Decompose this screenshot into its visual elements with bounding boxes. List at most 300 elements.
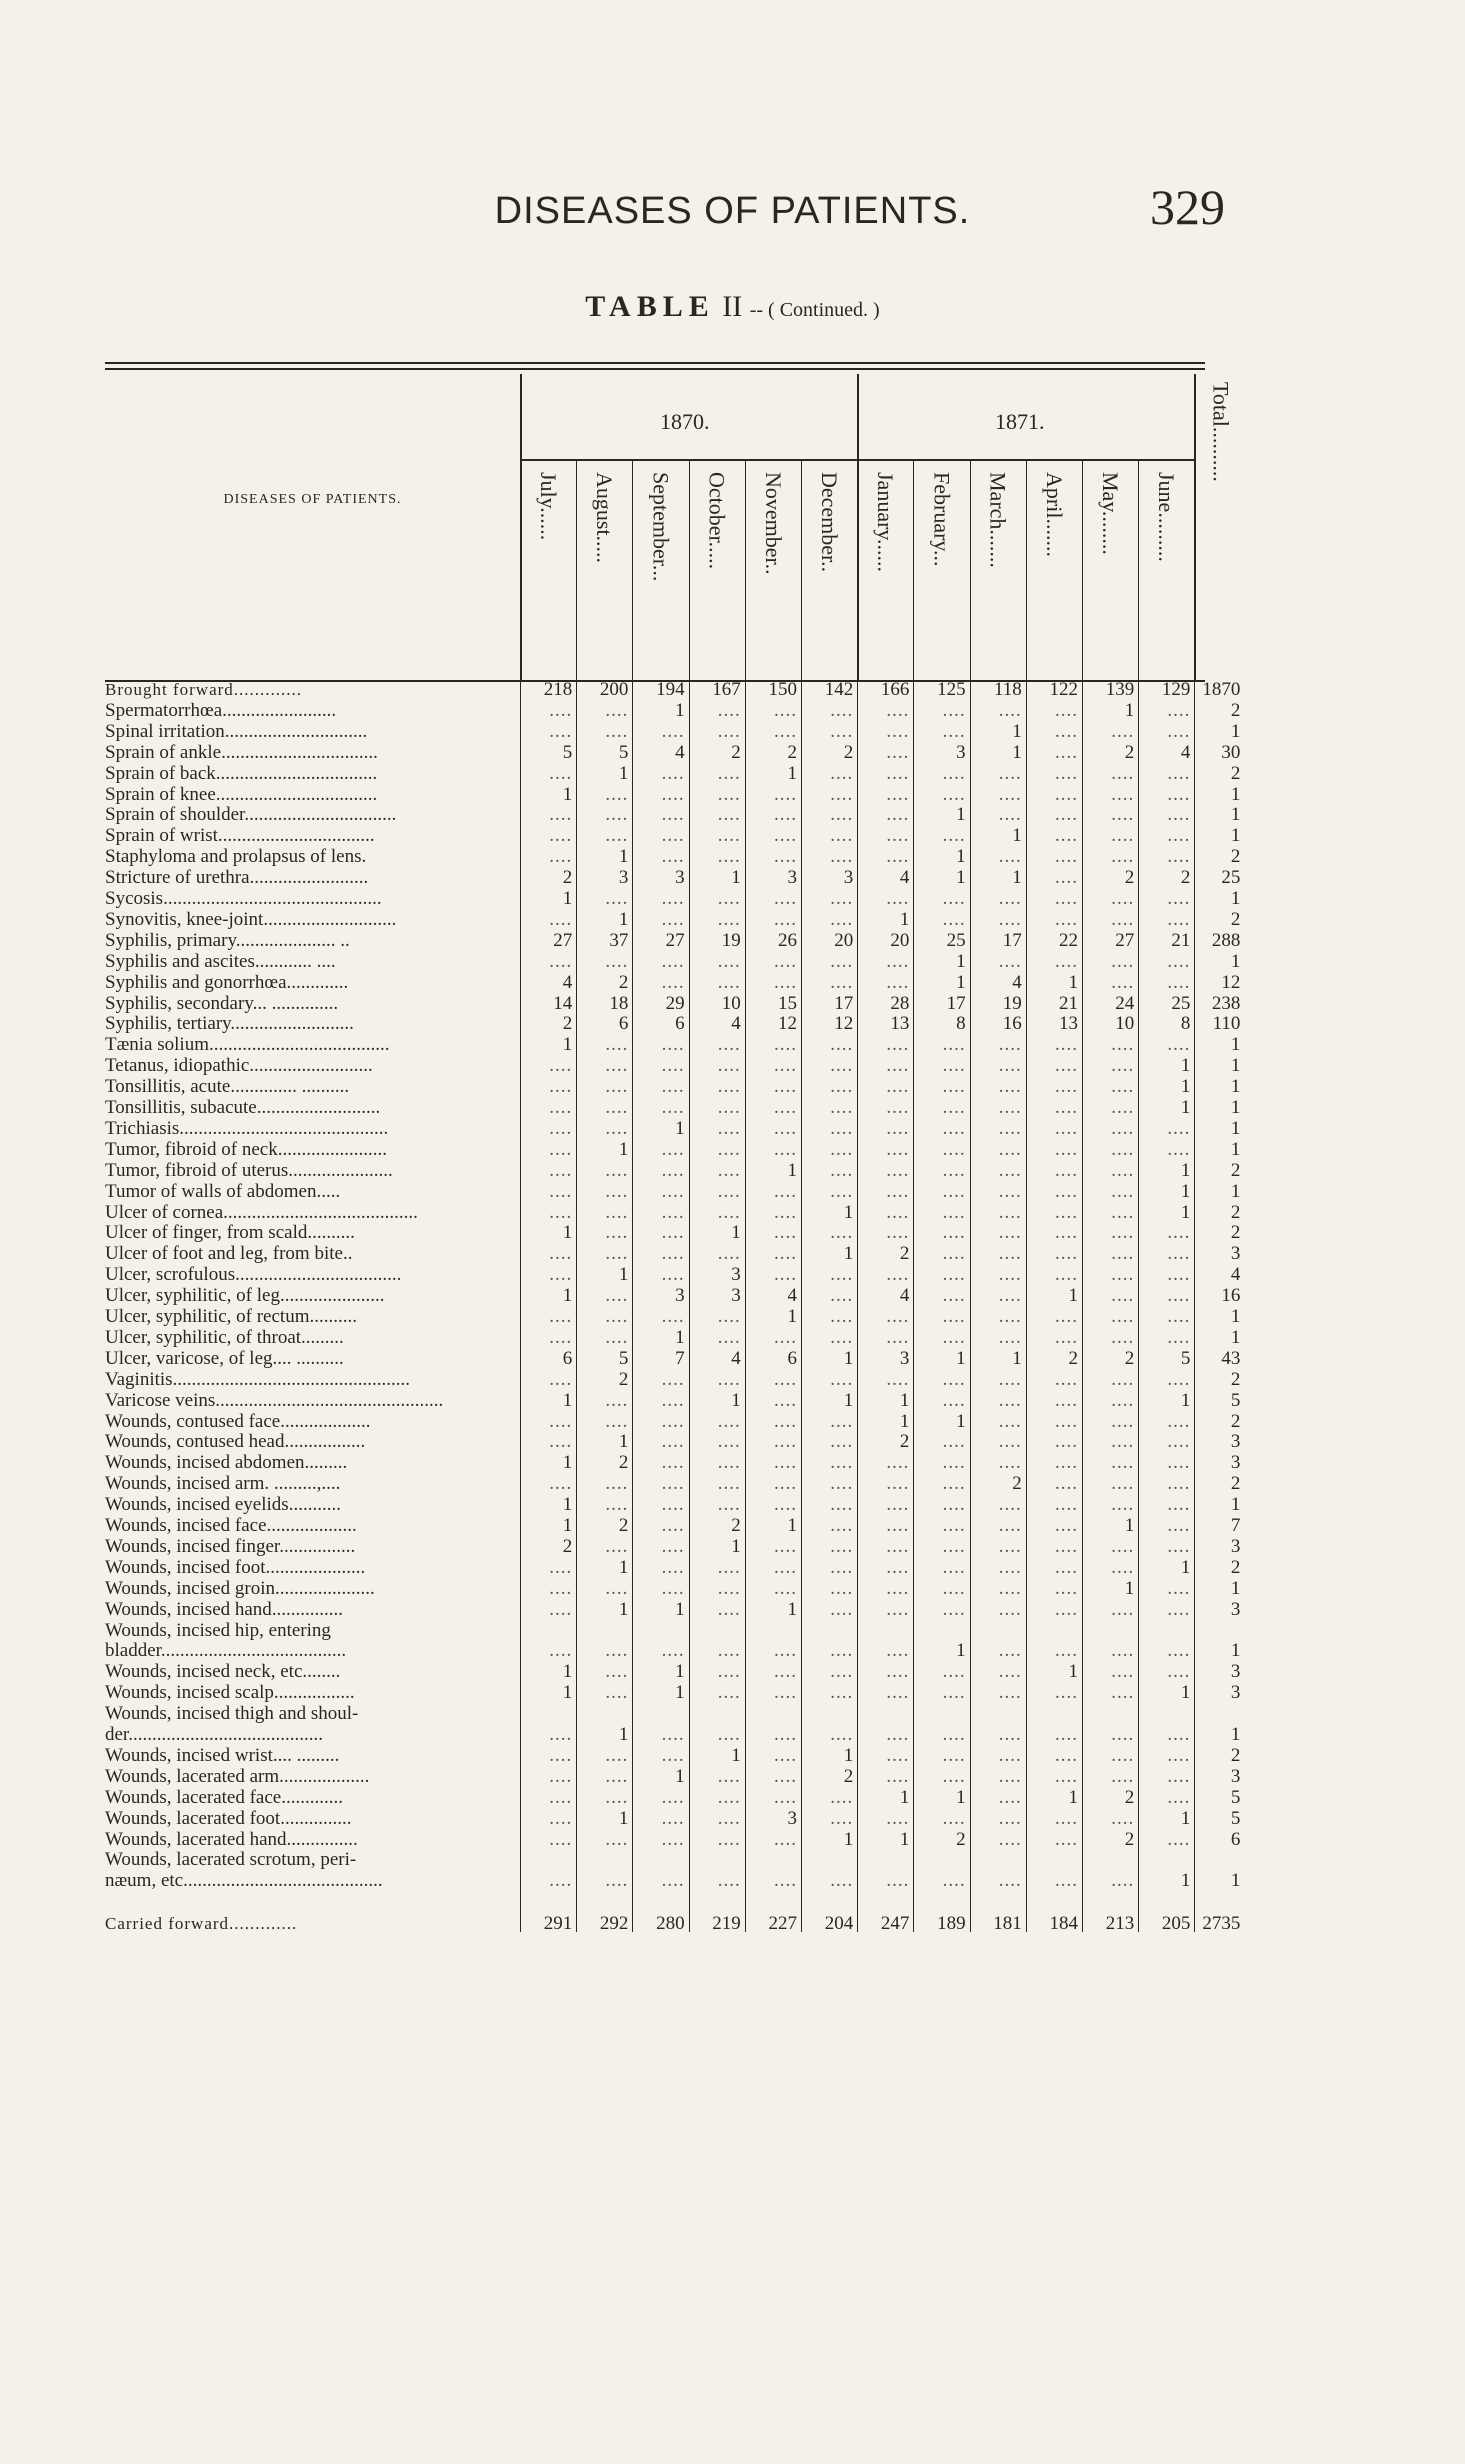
month-value <box>970 1370 1026 1390</box>
month-value: 2 <box>1124 1786 1135 1808</box>
month-value: 1 <box>1012 741 1022 763</box>
row-total: 2 <box>1230 908 1241 930</box>
month-value <box>857 1223 913 1243</box>
month-value <box>970 1432 1026 1452</box>
column-rule <box>520 668 521 1932</box>
month-value <box>913 1850 969 1870</box>
month-value <box>632 1704 688 1724</box>
column-rule <box>970 668 971 1932</box>
month-value <box>689 1140 745 1160</box>
month-value <box>1082 1391 1138 1411</box>
month-value <box>1026 889 1082 909</box>
month-value <box>689 952 745 972</box>
month-value: 1 <box>956 971 966 993</box>
month-value <box>913 1432 969 1452</box>
month-value <box>576 1871 632 1891</box>
month-value: 1 <box>675 1598 685 1620</box>
month-value <box>1138 1537 1194 1557</box>
month-value <box>857 764 913 784</box>
month-value <box>970 1641 1026 1661</box>
month-value: 125 <box>937 679 966 700</box>
month-value <box>801 1077 857 1097</box>
month-value <box>576 889 632 909</box>
month-value <box>576 826 632 846</box>
carried-forward-value: 205 <box>1161 1913 1191 1935</box>
month-value <box>1138 1286 1194 1306</box>
month-value <box>913 889 969 909</box>
month-value <box>1138 1662 1194 1682</box>
month-value <box>1138 1621 1194 1641</box>
month-value <box>689 1788 745 1808</box>
month-value <box>801 889 857 909</box>
month-value <box>1026 1370 1082 1390</box>
month-value <box>801 1119 857 1139</box>
month-value <box>857 1850 913 1870</box>
month-value: 1 <box>562 1222 573 1244</box>
month-value <box>520 1203 576 1223</box>
month-value <box>576 1662 632 1682</box>
month-value <box>745 1788 801 1808</box>
month-value <box>1026 1077 1082 1097</box>
table-row <box>105 1201 1241 1223</box>
month-value <box>576 1746 632 1766</box>
month-value: 6 <box>675 1013 685 1035</box>
month-value: 1 <box>1012 867 1022 889</box>
table-row <box>105 1765 1241 1787</box>
carried-forward-value: 184 <box>1049 1913 1078 1935</box>
table-row <box>105 1535 1241 1557</box>
month-value <box>632 1725 688 1745</box>
row-label: Tænia solium...................................... <box>105 1035 390 1056</box>
month-value <box>1026 1140 1082 1160</box>
month-value <box>1138 1850 1194 1870</box>
month-value <box>632 1871 688 1891</box>
month-value <box>520 1850 576 1870</box>
table-row <box>105 888 1241 909</box>
month-value <box>913 1767 969 1787</box>
column-rule <box>576 668 577 1932</box>
month-value <box>1082 1871 1138 1891</box>
month-value <box>632 1182 688 1202</box>
month-value <box>1082 1767 1138 1787</box>
month-value <box>576 701 632 721</box>
table-row <box>105 1097 1241 1118</box>
month-value <box>745 785 801 805</box>
month-rule <box>632 459 633 680</box>
month-value: 1 <box>956 1786 966 1808</box>
row-label: Wounds, incised finger................ <box>105 1536 356 1557</box>
month-value: 1 <box>787 762 797 784</box>
month-value <box>857 973 913 993</box>
month-value <box>970 1140 1026 1160</box>
row-label: Syphilis, tertiary.......................... <box>105 1014 354 1035</box>
month-value <box>801 764 857 784</box>
month-value <box>801 1412 857 1432</box>
month-value <box>801 1432 857 1452</box>
month-value <box>1138 1704 1194 1724</box>
month-value: 1 <box>1180 1097 1191 1118</box>
month-value <box>745 1746 801 1766</box>
month-header: February... <box>929 472 955 567</box>
row-total: 2 <box>1230 1556 1241 1578</box>
month-value <box>1082 1370 1138 1390</box>
row-total: 1 <box>1230 804 1241 826</box>
month-value <box>1026 1244 1082 1264</box>
month-value <box>632 1223 688 1243</box>
row-label: Wounds, incised hand............... <box>105 1599 344 1620</box>
row-total: 1 <box>1230 1306 1241 1327</box>
month-value <box>632 1098 688 1118</box>
month-value <box>1082 1621 1138 1641</box>
month-value <box>745 1830 801 1850</box>
month-value <box>745 1432 801 1452</box>
month-value <box>576 1307 632 1327</box>
month-value <box>689 1119 745 1139</box>
month-value <box>745 1140 801 1160</box>
row-total: 3 <box>1230 1661 1241 1683</box>
month-value <box>1026 1203 1082 1223</box>
month-value <box>689 910 745 930</box>
row-total: 7 <box>1230 1515 1241 1536</box>
month-value <box>970 1621 1026 1641</box>
month-value: 4 <box>899 867 910 889</box>
month-value: 1 <box>562 1661 573 1683</box>
month-value <box>970 952 1026 972</box>
month-value <box>576 1098 632 1118</box>
month-value <box>970 785 1026 805</box>
month-value <box>857 1182 913 1202</box>
month-value <box>970 1704 1026 1724</box>
month-value: 1 <box>562 1515 573 1536</box>
month-value: 2 <box>899 1243 910 1265</box>
month-value <box>632 1453 688 1473</box>
table-row <box>105 1180 1241 1202</box>
month-value: 1 <box>1124 699 1135 721</box>
month-value: 194 <box>656 679 685 700</box>
month-value <box>745 1767 801 1787</box>
month-value <box>1026 1391 1082 1411</box>
month-value: 1 <box>675 1117 685 1139</box>
month-value <box>857 1495 913 1515</box>
month-value: 1 <box>1180 1682 1191 1704</box>
month-value: 12 <box>777 1013 797 1035</box>
month-value <box>632 1161 688 1181</box>
month-value <box>520 1140 576 1160</box>
month-value <box>520 1412 576 1432</box>
month-value <box>745 1641 801 1661</box>
month-value: 6 <box>618 1013 629 1035</box>
month-value <box>913 1621 969 1641</box>
table-row <box>105 1661 1241 1683</box>
month-value: 14 <box>553 992 573 1014</box>
table-row <box>105 1431 1241 1453</box>
month-value: 3 <box>899 1347 910 1369</box>
month-value <box>801 826 857 846</box>
month-value: 1 <box>618 762 629 784</box>
month-value <box>689 1412 745 1432</box>
month-value <box>689 1809 745 1829</box>
month-value <box>745 805 801 825</box>
month-value <box>1026 868 1082 888</box>
month-value <box>970 1182 1026 1202</box>
month-value <box>913 1035 969 1055</box>
month-value <box>913 1579 969 1599</box>
month-value <box>801 1641 857 1661</box>
column-rule <box>689 668 690 1932</box>
month-value: 5 <box>562 741 573 763</box>
month-value: 1 <box>956 846 966 868</box>
row-total <box>1194 1850 1244 1870</box>
month-value <box>1026 1495 1082 1515</box>
month-value <box>745 826 801 846</box>
month-value <box>801 1056 857 1076</box>
month-value <box>857 1265 913 1285</box>
month-value: 15 <box>777 992 797 1014</box>
month-value <box>745 1474 801 1494</box>
month-value: 2 <box>562 867 573 889</box>
row-total: 3 <box>1230 1243 1241 1265</box>
month-value <box>857 1119 913 1139</box>
month-value <box>857 1328 913 1348</box>
table-row <box>105 1515 1241 1536</box>
month-value: 4 <box>675 741 685 763</box>
row-label: Wounds, incised face................... <box>105 1516 357 1536</box>
table-row <box>105 1452 1241 1474</box>
row-total: 238 <box>1211 992 1241 1014</box>
carried-forward-value: 213 <box>1105 1913 1135 1935</box>
month-value <box>801 1516 857 1536</box>
month-value: 2 <box>1012 1473 1022 1495</box>
month-value <box>689 1161 745 1181</box>
month-value <box>745 1495 801 1515</box>
month-value: 1 <box>675 699 685 721</box>
month-value: 24 <box>1115 992 1135 1014</box>
month-value <box>745 1662 801 1682</box>
month-value <box>913 1056 969 1076</box>
month-value <box>520 1704 576 1724</box>
month-header: October..... <box>704 472 730 570</box>
row-label: Wounds, lacerated face............. <box>105 1787 343 1808</box>
month-value: 1 <box>1180 1055 1191 1077</box>
month-value <box>689 1871 745 1891</box>
month-value <box>576 1391 632 1411</box>
row-total: 5 <box>1230 1786 1241 1808</box>
month-value: 2 <box>1124 867 1135 889</box>
month-value <box>689 1579 745 1599</box>
column-rule <box>1138 668 1139 1932</box>
month-value <box>632 1077 688 1097</box>
month-value: 1 <box>956 867 966 889</box>
month-value <box>689 1662 745 1682</box>
month-value <box>1138 1223 1194 1243</box>
month-value <box>1026 1683 1082 1703</box>
month-value: 1 <box>843 1243 854 1265</box>
month-value <box>1082 1432 1138 1452</box>
month-value <box>1026 1432 1082 1452</box>
month-value <box>745 1370 801 1390</box>
table-row <box>105 1744 1241 1766</box>
row-label: Tonsillitis, acute.............. .......... <box>105 1077 350 1098</box>
table-row <box>105 1704 1205 1724</box>
carried-forward-label: Carried forward............. <box>105 1914 298 1934</box>
month-value <box>576 1474 632 1494</box>
month-value <box>1082 1119 1138 1139</box>
month-value <box>520 764 576 784</box>
month-value <box>632 1203 688 1223</box>
month-value <box>913 1516 969 1536</box>
month-value <box>913 1370 969 1390</box>
table-row <box>105 1473 1241 1495</box>
month-value <box>745 1683 801 1703</box>
table-title: TABLE <box>585 290 715 323</box>
row-label: Syphilis and gonorrhœa............. <box>105 972 349 993</box>
month-value: 1 <box>956 1410 966 1432</box>
row-total: 1 <box>1230 825 1241 847</box>
row-total: 1870 <box>1202 679 1241 700</box>
month-value <box>576 1161 632 1181</box>
month-value <box>1082 1600 1138 1620</box>
month-value: 10 <box>721 992 741 1014</box>
month-value <box>801 1850 857 1870</box>
month-value: 1 <box>731 1535 741 1557</box>
month-value <box>913 722 969 742</box>
disease-column-header: DISEASES OF PATIENTS. <box>223 492 402 507</box>
month-header: April....... <box>1041 472 1067 557</box>
month-value <box>1138 1600 1194 1620</box>
row-label: næum, etc.......................................... <box>105 1871 383 1892</box>
month-value: 1 <box>618 1724 629 1745</box>
month-value <box>745 722 801 742</box>
table-numeral: II <box>722 290 743 323</box>
month-value <box>520 1056 576 1076</box>
month-value <box>576 1182 632 1202</box>
carried-forward-value: 291 <box>543 1913 573 1935</box>
month-value: 1 <box>1012 1347 1022 1369</box>
month-value: 1 <box>618 1556 629 1578</box>
month-header: January...... <box>873 472 899 572</box>
month-value <box>745 1558 801 1578</box>
row-total: 1 <box>1230 888 1241 909</box>
month-value: 2 <box>618 971 629 993</box>
month-value <box>801 1286 857 1306</box>
month-value: 2 <box>843 1765 854 1787</box>
table-row <box>105 1724 1241 1745</box>
month-value <box>576 1788 632 1808</box>
month-header: March....... <box>985 472 1011 568</box>
month-value <box>1082 1495 1138 1515</box>
month-value <box>745 1704 801 1724</box>
month-value <box>745 1077 801 1097</box>
month-value <box>1026 743 1082 763</box>
table-caption <box>0 290 1465 324</box>
month-value <box>689 847 745 867</box>
month-value <box>520 1767 576 1787</box>
row-total: 4 <box>1230 1264 1241 1286</box>
month-value <box>801 1579 857 1599</box>
month-value: 25 <box>1171 992 1191 1014</box>
month-value: 1 <box>1012 720 1022 742</box>
month-value <box>1138 1746 1194 1766</box>
month-value <box>1082 1412 1138 1432</box>
month-value <box>1082 1056 1138 1076</box>
month-value <box>520 1328 576 1348</box>
month-value <box>576 1244 632 1264</box>
month-value <box>801 1725 857 1745</box>
month-value: 27 <box>665 929 685 951</box>
month-value: 3 <box>618 867 629 889</box>
month-value <box>1082 1244 1138 1264</box>
month-value: 4 <box>787 1285 797 1307</box>
month-value <box>1138 1516 1194 1536</box>
month-value <box>576 1683 632 1703</box>
month-value <box>970 847 1026 867</box>
month-value <box>913 1182 969 1202</box>
month-value <box>632 1746 688 1766</box>
row-label: Ulcer, syphilitic, of leg...................... <box>105 1286 385 1307</box>
month-value <box>857 889 913 909</box>
month-value: 2 <box>956 1828 966 1850</box>
month-value <box>913 910 969 930</box>
row-label: Wounds, contused face................... <box>105 1411 371 1432</box>
month-value <box>801 952 857 972</box>
row-total: 30 <box>1221 741 1241 763</box>
month-value <box>913 1328 969 1348</box>
month-rule <box>801 459 802 680</box>
month-value <box>1082 1537 1138 1557</box>
carried-forward-value: 247 <box>880 1913 910 1935</box>
month-value: 1 <box>562 1034 573 1056</box>
month-value <box>745 1203 801 1223</box>
month-value: 21 <box>1171 929 1191 951</box>
row-total: 3 <box>1230 1598 1241 1620</box>
month-value <box>632 973 688 993</box>
month-value <box>689 1621 745 1641</box>
row-label: Tumor, fibroid of uterus...................... <box>105 1160 393 1181</box>
month-value: 1 <box>1068 1786 1078 1808</box>
month-value: 1 <box>618 1598 629 1620</box>
month-value <box>1026 826 1082 846</box>
row-label: Wounds, contused head................. <box>105 1432 366 1453</box>
month-value <box>857 826 913 846</box>
row-total: 2 <box>1230 1222 1241 1244</box>
month-value <box>745 1412 801 1432</box>
month-value <box>857 1621 913 1641</box>
month-value <box>576 1119 632 1139</box>
month-value <box>632 1558 688 1578</box>
carried-forward-value: 227 <box>768 1913 797 1935</box>
month-value <box>520 1725 576 1745</box>
month-value <box>970 805 1026 825</box>
month-value <box>801 1809 857 1829</box>
row-label: Wounds, incised thigh and shoul- <box>105 1704 359 1725</box>
month-value <box>1082 1641 1138 1661</box>
month-value <box>801 1662 857 1682</box>
month-value <box>745 1621 801 1641</box>
month-value <box>1082 889 1138 909</box>
month-value <box>632 1370 688 1390</box>
month-value <box>857 1871 913 1891</box>
month-value <box>913 1098 969 1118</box>
row-total: 1 <box>1230 720 1241 742</box>
month-value <box>520 847 576 867</box>
month-value <box>801 1223 857 1243</box>
month-value <box>632 1850 688 1870</box>
month-value <box>857 847 913 867</box>
month-value: 19 <box>721 929 741 951</box>
month-value: 2 <box>1124 1828 1135 1850</box>
month-value <box>913 1495 969 1515</box>
month-value: 26 <box>777 929 797 951</box>
